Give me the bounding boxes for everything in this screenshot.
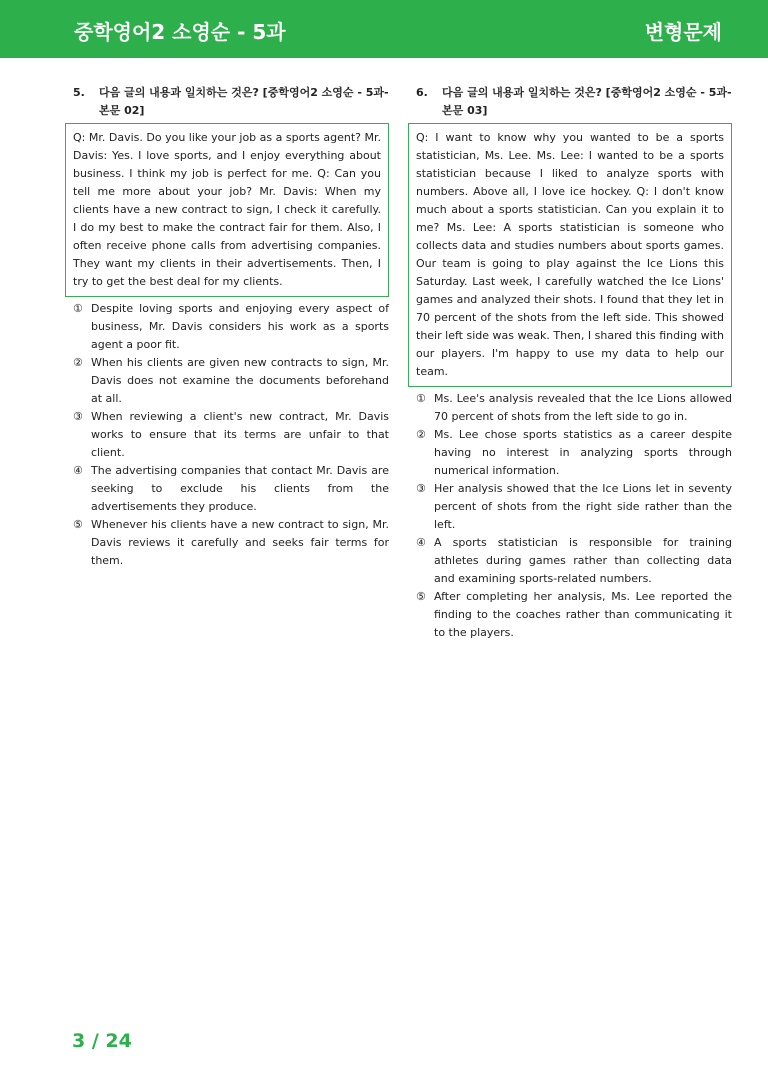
option-4 xyxy=(65,462,389,516)
option-2 xyxy=(65,354,389,408)
section-label: 변형문제 xyxy=(644,20,722,44)
question-prompt: 다음 글의 내용과 일치하는 것은? [중학영어2 소영순 - 5과-본문 02] xyxy=(99,86,389,117)
option-marker: ② xyxy=(416,428,426,441)
option-text: Despite loving sports and enjoying every aspect of business, Mr. Davis considers his work as a sports agent a poor fit. xyxy=(91,302,389,351)
option-text: The advertising companies that contact Mr. Davis are seeking to exclude his clients from the advertisements they produce. xyxy=(91,464,389,513)
option-marker: ④ xyxy=(73,464,83,477)
option-text: Whenever his clients have a new contract to sign, Mr. Davis reviews it carefully and seeks fair terms for them. xyxy=(91,518,389,567)
option-3 xyxy=(408,480,732,534)
passage-box: Q: Mr. Davis. Do you like your job as a sports agent? Mr. Davis: Yes. I love sports, and I enjoy everything about business. I think my job is perfect for me. Q: Can you tell me more about your job? Mr. Davis: When my clients have a new contract to sign, I check it carefully. I do my best to make the contract fair for them. Also, I often receive phone calls from advertising companies. They want my clients in their advertisements. Then, I try to get the best deal for my clients. xyxy=(65,123,389,297)
option-marker: ⑤ xyxy=(416,590,426,603)
passage-box: Q: I want to know why you wanted to be a sports statistician, Ms. Lee. Ms. Lee: I wanted to be a sports statistician because I liked to analyze sports with numbers. Above all, I love ice hockey. Q: I don't know much about a sports statistician. Can you explain it to me? Ms. Lee: A sports statistician is someone who collects data and studies numbers about sports games. Our team is going to play against the Ice Lions this Saturday. Last week, I carefully watched the Ice Lions' games and analyzed their shots. I found that they let in 70 percent of the shots from the left side. This showed their left side was weak. Then, I shared this finding with our players. I'm happy to use my data to help our team. xyxy=(408,123,732,387)
question-header xyxy=(408,84,732,120)
question-number: 6. xyxy=(416,86,428,99)
question-header xyxy=(65,84,389,120)
question-number: 5. xyxy=(73,86,85,99)
page-header xyxy=(0,0,768,58)
answer-options xyxy=(65,300,389,570)
option-marker: ① xyxy=(73,302,83,315)
option-1 xyxy=(408,390,732,426)
answer-options xyxy=(408,390,732,642)
option-marker: ⑤ xyxy=(73,518,83,531)
page-number: 3 / 24 xyxy=(72,1030,132,1052)
option-text: Her analysis showed that the Ice Lions let in seventy percent of shots from the right side rather than the left. xyxy=(434,482,732,531)
question-5 xyxy=(65,84,389,570)
option-marker: ④ xyxy=(416,536,426,549)
option-5 xyxy=(65,516,389,570)
option-2 xyxy=(408,426,732,480)
option-3 xyxy=(65,408,389,462)
option-text: Ms. Lee chose sports statistics as a career despite having no interest in analyzing sports through numerical information. xyxy=(434,428,732,477)
question-6 xyxy=(408,84,732,642)
option-text: Ms. Lee's analysis revealed that the Ice Lions allowed 70 percent of shots from the left side to go in. xyxy=(434,392,732,423)
question-prompt: 다음 글의 내용과 일치하는 것은? [중학영어2 소영순 - 5과-본문 03] xyxy=(442,86,732,117)
option-marker: ③ xyxy=(416,482,426,495)
option-text: When reviewing a client's new contract, Mr. Davis works to ensure that its terms are unfair to that client. xyxy=(91,410,389,459)
option-1 xyxy=(65,300,389,354)
option-marker: ③ xyxy=(73,410,83,423)
option-text: A sports statistician is responsible for training athletes during games rather than collecting data and examining sports-related numbers. xyxy=(434,536,732,585)
option-marker: ② xyxy=(73,356,83,369)
option-text: When his clients are given new contracts to sign, Mr. Davis does not examine the documents beforehand at all. xyxy=(91,356,389,405)
option-5 xyxy=(408,588,732,642)
option-text: After completing her analysis, Ms. Lee reported the finding to the coaches rather than communicating it to the players. xyxy=(434,590,732,639)
document-title: 중학영어2 소영순 - 5과 xyxy=(74,20,286,44)
option-4 xyxy=(408,534,732,588)
option-marker: ① xyxy=(416,392,426,405)
